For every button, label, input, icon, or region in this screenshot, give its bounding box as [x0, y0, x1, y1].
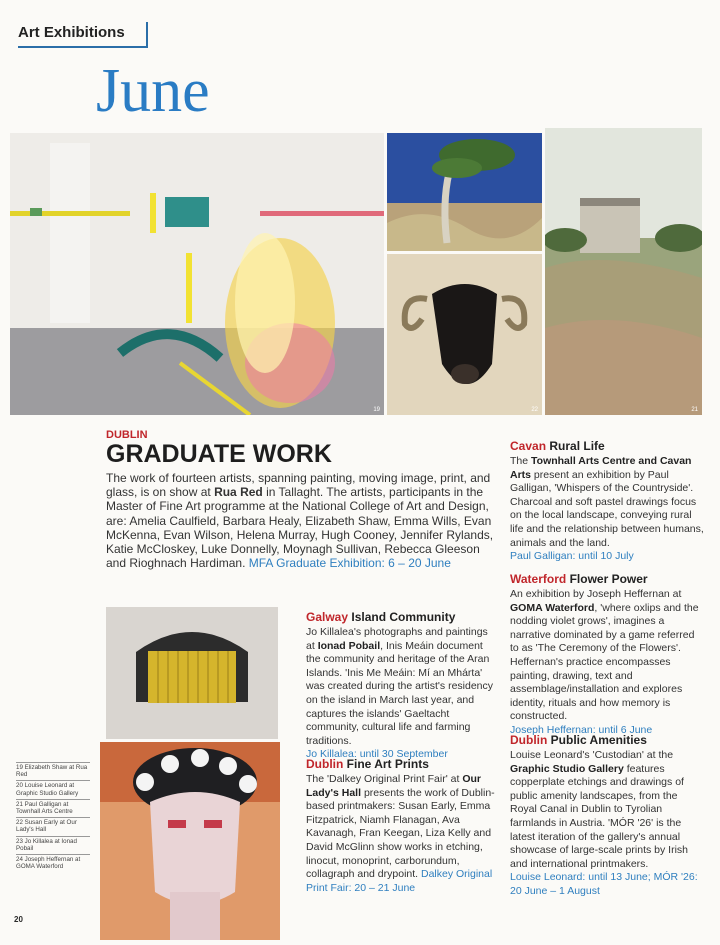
photo-credits: [16, 762, 90, 872]
article-dublin-prints: [306, 755, 496, 895]
article-body: The Townhall Arts Centre and Cavan Arts present an exhibition by Paul Galligan, 'Whispers of the Countryside'. Charcoal and soft pastel drawings focus on the local landscape, conveying rural life and the relationship between humans, animals and the land.: [510, 455, 704, 549]
photo-tower-drawing: [545, 128, 702, 415]
tree-painting-image: [387, 133, 542, 251]
venue-name: Townhall Arts Centre and Cavan Arts: [510, 455, 692, 481]
article-title: Island Community: [348, 610, 456, 624]
credit-item: 21 Paul Galligan at Townhall Arts Centre: [16, 799, 90, 817]
tower-drawing-image: [545, 128, 702, 415]
section-label: Art Exhibitions: [18, 24, 125, 41]
article-title: Public Amenities: [547, 733, 647, 747]
credit-item: 24 Joseph Heffernan at GOMA Waterford: [16, 854, 90, 872]
photo-number: 19: [373, 407, 380, 413]
article-waterford: [510, 570, 706, 738]
article-title: GRADUATE WORK: [106, 440, 332, 468]
article-title: Rural Life: [546, 439, 605, 453]
exhibition-dates: Louise Leonard: until 13 June; MÓR '26: 20 June – 1 August: [510, 871, 698, 897]
article-graduate-work: [106, 429, 502, 570]
exhibition-dates: MFA Graduate Exhibition: 6 – 20 June: [248, 556, 451, 571]
article-body: The 'Dalkey Original Print Fair' at Our Lady's Hall presents the work of Dublin-based printmakers: Susan Early, Emma Fitzpatrick, Niamh Flanagan, Ava Kavanagh, Fran Keegan, Liza Kelly and David McGlinn show works in etching, linocut, monoprint, carborundum, collagraph and drypoint. Dalkey Original Print Fair: 20 – 21 June: [306, 773, 495, 894]
yellow-panel-image: [106, 607, 278, 739]
page-number: 20: [14, 915, 23, 924]
photo-portrait: [100, 742, 280, 940]
article-title: Flower Power: [566, 572, 648, 586]
credit-item: 23 Jo Killalea at Ionad Pobail: [16, 836, 90, 854]
article-location: Cavan: [510, 439, 547, 453]
article-cavan: [510, 437, 706, 564]
portrait-image: [100, 742, 280, 940]
photo-yellow-panel: [106, 607, 278, 739]
venue-name: Graphic Studio Gallery: [510, 762, 624, 775]
venue-name: Rua Red: [214, 485, 263, 500]
credit-item: 20 Louise Leonard at Graphic Studio Gallery: [16, 780, 90, 798]
venue-name: Ionad Pobail: [317, 639, 381, 652]
venue-name: Our Lady's Hall: [306, 773, 481, 799]
exhibition-dates: Dalkey Original Print Fair: 20 – 21 June: [306, 868, 493, 894]
exhibition-dates: Paul Galligan: until 10 July: [510, 550, 634, 563]
article-location: Dublin: [510, 733, 548, 747]
venue-name: GOMA Waterford: [510, 601, 595, 614]
article-title: Fine Art Prints: [343, 757, 429, 771]
installation-image: [10, 133, 384, 415]
photo-number: 22: [531, 407, 538, 413]
photo-sheep: [387, 254, 542, 415]
credit-item: 22 Susan Early at Our Lady's Hall: [16, 817, 90, 835]
article-body: An exhibition by Joseph Heffernan at GOMA Waterford, 'where oxlips and the nodding violet grows', imagines a narrative dominated by a game referred to as 'The Ceremony of the Flowers'. Heffernan's practice encompasses painting, drawing, text and assemblage/installation and explores identity, rituals and how memory is constructed.: [510, 588, 699, 723]
sheep-image: [387, 254, 542, 415]
photo-number: 21: [691, 407, 698, 413]
article-location: Galway: [306, 610, 349, 624]
article-location: Waterford: [510, 572, 567, 586]
article-location: DUBLIN: [106, 429, 148, 441]
credit-item: 19 Elizabeth Shaw at Rua Red: [16, 762, 90, 780]
month-heading: June: [96, 57, 210, 125]
article-body: Louise Leonard's 'Custodian' at the Graphic Studio Gallery features copperplate etchings and drawings of public amenity landscapes, from the Royal Canal in Dublin to Tyrolian farmlands in Austria. 'MÓR '26' is the latest iteration of the gallery's annual showcase of large-scale prints by Irish and international printmakers.: [510, 749, 688, 870]
section-tag: [18, 22, 148, 48]
exhibition-dates: Joseph Heffernan: until 6 June: [510, 723, 653, 736]
article-dublin-public: [510, 731, 706, 899]
photo-tree-painting: [387, 133, 542, 251]
exhibition-dates: Jo Killalea: until 30 September: [306, 748, 448, 761]
photo-installation: [10, 133, 384, 415]
article-body: Jo Killalea's photographs and paintings at Ionad Pobail, Inis Meáin document the community and heritage of the Aran Islands. 'Inis Me Meáin: Mí an Mhárta' was created during the artist's residency on the island in March last year, and captures the islands' Gaeltacht community, cultural life and farming traditions.: [306, 626, 494, 747]
article-body: The work of fourteen artists, spanning painting, moving image, print, and glass, is on show at Rua Red in Tallaght. The artists, participants in the Master of Fine Art programme at the National College of Art and Design, are: Amelia Caulfield, Barbara Healy, Elizabeth Shaw, Emma Wills, Evan McKenna, Evan Wilson, Helena Murray, Hugh Cooney, Jennifer Rylands, Katie McCloskey, Luke Donnelly, Moynagh Sullivan, Rebecca Gleeson and Rioghnach Hardiman. MFA Graduate Exhibition: 6 – 20 June: [106, 471, 494, 571]
article-location: Dublin: [306, 757, 344, 771]
article-galway: [306, 608, 496, 762]
